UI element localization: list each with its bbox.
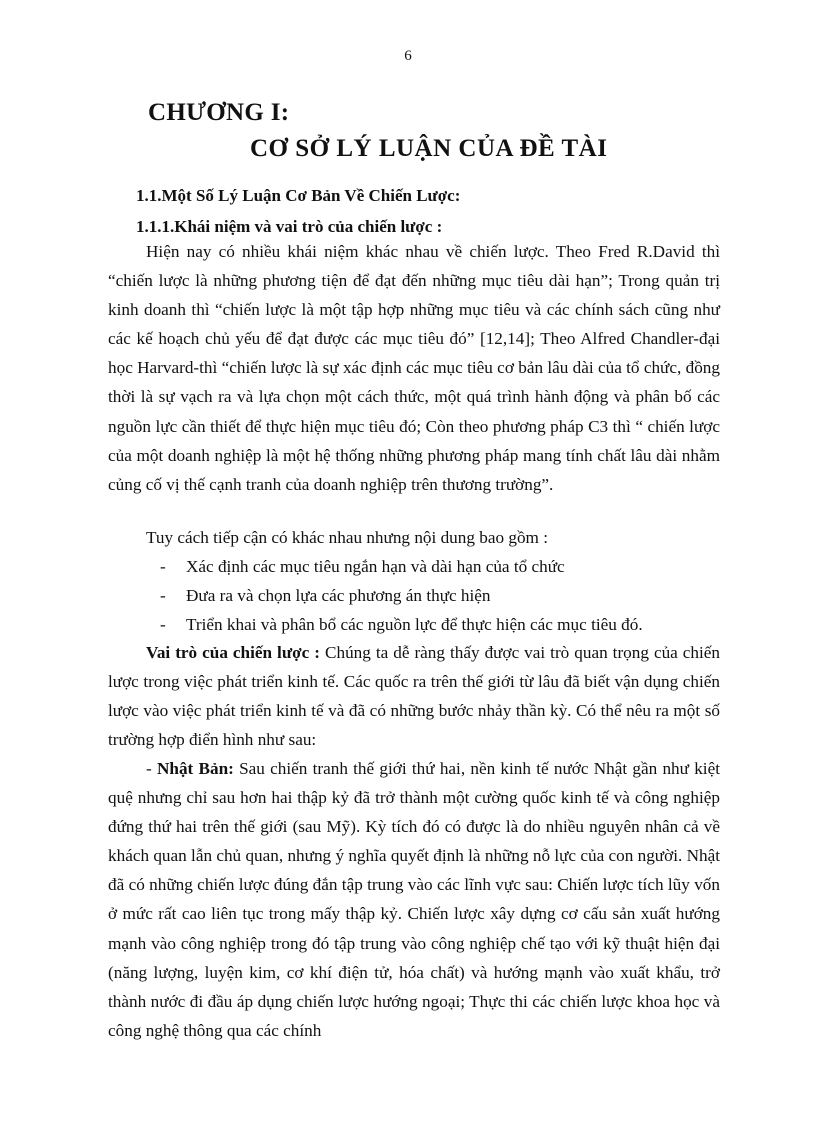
- list-item-text: Đưa ra và chọn lựa các phương án thực hiện: [186, 586, 491, 606]
- bullet-dash: -: [160, 586, 166, 606]
- list-item: [160, 581, 720, 610]
- japan-text-block: [108, 754, 720, 1045]
- list-item: [160, 552, 720, 581]
- japan-lead: Nhật Bản:: [156, 759, 234, 778]
- chapter-title: CƠ SỞ LÝ LUẬN CỦA ĐỀ TÀI: [250, 135, 608, 162]
- bullet-dash: -: [160, 615, 166, 635]
- list-item-text: Triển khai và phân bổ các nguồn lực để thực hiện các mục tiêu đó.: [186, 615, 643, 635]
- list-item-text: Xác định các mục tiêu ngắn hạn và dài hạn của tổ chức: [186, 557, 565, 576]
- bullet-dash: -: [160, 557, 166, 576]
- approach-intro-text: Tuy cách tiếp cận có khác nhau nhưng nội dung bao gồm :: [146, 528, 549, 547]
- role-text-block: [108, 638, 720, 754]
- definitions-text: Hiện nay có nhiều khái niệm khác nhau về chiến lược. Theo Fred R.David thì “chiến lược là những phương tiện để đạt đến những mục tiêu dài hạn”; Trong quản trị kinh doanh thì “chiến lược là một tập hợp những mục tiêu và các chính sách cũng như các kế hoạch chủ yếu để đạt được các mục tiêu đó” [12,14]; Theo Alfred Chandler-đại học Harvard-thì “chiến lược là sự xác định các mục tiêu cơ bản lâu dài của tổ chức, đồng thời là sự vạch ra và lựa chọn một cách thức, một quá trình hành động và phân bố các nguồn lực cần thiết để thực hiện mục tiêu đó; Còn theo phương pháp C3 thì “ chiến lược của một doanh nghiệp là một hệ thống những phương pháp mang tính chất lâu dài nhằm củng cố vị thế cạnh tranh của doanh nghiệp trên thương trường”.: [108, 242, 720, 494]
- approach-intro-paragraph: [108, 523, 720, 552]
- japan-paragraph: [108, 754, 720, 1045]
- page-number: 6: [404, 48, 412, 64]
- subsection-heading: 1.1.1.Khái niệm và vai trò của chiến lược :: [136, 217, 443, 236]
- list-item: [160, 610, 720, 639]
- chapter-label: CHƯƠNG I:: [148, 99, 290, 126]
- japan-text: Sau chiến tranh thế giới thứ hai, nền kinh tế nước Nhật gần như kiệt quệ nhưng chỉ sau hơn hai thập kỷ đã trở thành một cường quốc kinh tế và công nghiệp đứng thứ hai trên thế giới (sau Mỹ). Kỳ tích đó có được là do nhiều nguyên nhân cả về khách quan lẫn chủ quan, nhưng ý nghĩa quyết định là những nỗ lực của con người. Nhật đã có những chiến lược đúng đắn tập trung vào các lĩnh vực sau: Chiến lược tích lũy vốn ở mức rất cao liên tục trong mấy thập kỷ. Chiến lược xây dựng cơ cấu sản xuất hướng mạnh vào công nghiệp trong đó tập trung vào công nghiệp chế tạo với kỹ thuật hiện đại (năng lượng, luyện kim, cơ khí điện tử, hóa chất) và hướng mạnh vào xuất khẩu, trở thành nước đi đầu áp dụng chiến lược hướng ngoại; Thực thi các chiến lược khoa học và công nghệ thông qua các chính: [108, 759, 720, 1040]
- role-text: Chúng ta dễ ràng thấy được vai trò quan trọng của chiến lược trong việc phát triển kinh tế. Các quốc ra trên thế giới từ lâu đã biết vận dụng chiến lược vào việc phát triển kinh tế và đã có những bước nhảy thần kỳ. Có thể nêu ra một số trường hợp điển hình như sau:: [108, 643, 721, 750]
- role-paragraph: [108, 638, 720, 754]
- definitions-paragraph: [108, 237, 720, 499]
- section-heading: 1.1.Một Số Lý Luận Cơ Bản Về Chiến Lược:: [136, 186, 461, 205]
- role-lead: Vai trò của chiến lược :: [146, 643, 321, 662]
- japan-dash: -: [146, 759, 157, 778]
- approach-list: [160, 552, 720, 639]
